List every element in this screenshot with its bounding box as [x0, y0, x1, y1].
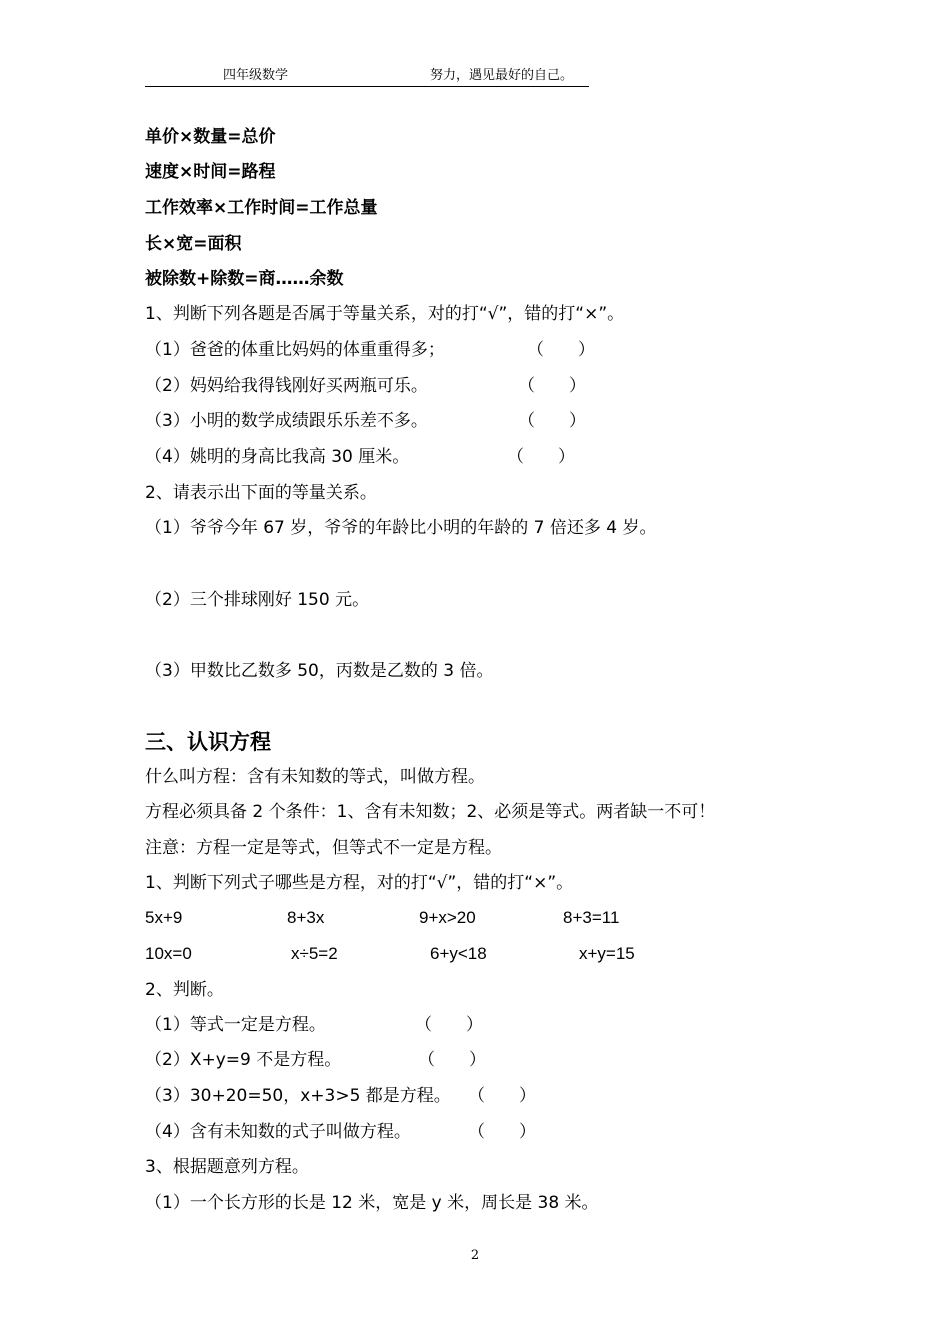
- q1-item-2: （2）妈妈给我得钱刚好买两瓶可乐。: [145, 376, 428, 396]
- q1-item-1: （1）爸爸的体重比妈妈的体重重得多；: [145, 340, 445, 360]
- formula-speed: 速度×时间=路程: [145, 162, 276, 182]
- expression: 8+3=11: [563, 908, 620, 927]
- s3-q2-title: 2、判断。: [145, 980, 224, 1000]
- q1-item-3: （3）小明的数学成绩跟乐乐差不多。: [145, 411, 428, 431]
- page-header: [145, 66, 589, 87]
- q1-item-4: （4）姚明的身高比我高 30 厘米。: [145, 447, 410, 467]
- s3-q2-answer-2[interactable]: （ ）: [418, 1050, 486, 1070]
- expression: 6+y<18: [430, 944, 487, 963]
- q1-title: 1、判断下列各题是否属于等量关系，对的打“√”，错的打“×”。: [145, 304, 625, 324]
- s3-q2-item-1: （1）等式一定是方程。: [145, 1015, 326, 1035]
- expression: 10x=0: [145, 944, 192, 963]
- q2-item-3: （3）甲数比乙数多 50，丙数是乙数的 3 倍。: [145, 661, 494, 681]
- expression: 8+3x: [287, 908, 325, 927]
- s3-q2-item-2: （2）X+y=9 不是方程。: [145, 1050, 342, 1070]
- s3-q2-item-3: （3）30+20=50，x+3>5 都是方程。: [145, 1086, 451, 1106]
- s3-q2-item-4: （4）含有未知数的式子叫做方程。: [145, 1122, 411, 1142]
- expression: 9+x>20: [419, 908, 476, 927]
- s3-q1-title: 1、判断下列式子哪些是方程，对的打“√”，错的打“×”。: [145, 873, 574, 893]
- formula-division: 被除数+除数=商……余数: [145, 269, 344, 289]
- s3-q3-item-1: （1）一个长方形的长是 12 米，宽是 y 米，周长是 38 米。: [145, 1193, 599, 1213]
- q1-answer-3[interactable]: （ ）: [518, 411, 586, 431]
- page-number: 2: [470, 1248, 480, 1263]
- header-subject: 四年级数学: [223, 68, 289, 83]
- q1-answer-1[interactable]: （ ）: [527, 340, 595, 360]
- q2-title: 2、请表示出下面的等量关系。: [145, 483, 377, 503]
- q1-answer-2[interactable]: （ ）: [518, 376, 586, 396]
- formula-area: 长×宽=面积: [145, 234, 242, 254]
- q1-answer-4[interactable]: （ ）: [507, 447, 575, 467]
- q2-item-1: （1）爷爷今年 67 岁，爷爷的年龄比小明的年龄的 7 倍还多 4 岁。: [145, 518, 657, 538]
- formula-unit-price: 单价×数量=总价: [145, 127, 276, 147]
- s3-q2-answer-4[interactable]: （ ）: [468, 1122, 536, 1142]
- equation-conditions: 方程必须具备 2 个条件：1、含有未知数；2、必须是等式。两者缺一不可！: [145, 802, 716, 822]
- equation-note: 注意：方程一定是等式，但等式不一定是方程。: [145, 838, 502, 858]
- expression: x+y=15: [579, 944, 635, 963]
- q2-item-2: （2）三个排球刚好 150 元。: [145, 590, 370, 610]
- equation-definition: 什么叫方程：含有未知数的等式，叫做方程。: [145, 767, 485, 787]
- header-motto: 努力，遇见最好的自己。: [430, 68, 574, 83]
- expression: 5x+9: [145, 908, 183, 927]
- formula-work: 工作效率×工作时间=工作总量: [145, 198, 378, 218]
- s3-q2-answer-1[interactable]: （ ）: [415, 1015, 483, 1035]
- s3-q3-title: 3、根据题意列方程。: [145, 1157, 309, 1177]
- section3-heading: 三、认识方程: [145, 730, 271, 754]
- expression: x÷5=2: [291, 944, 338, 963]
- s3-q2-answer-3[interactable]: （ ）: [468, 1086, 536, 1106]
